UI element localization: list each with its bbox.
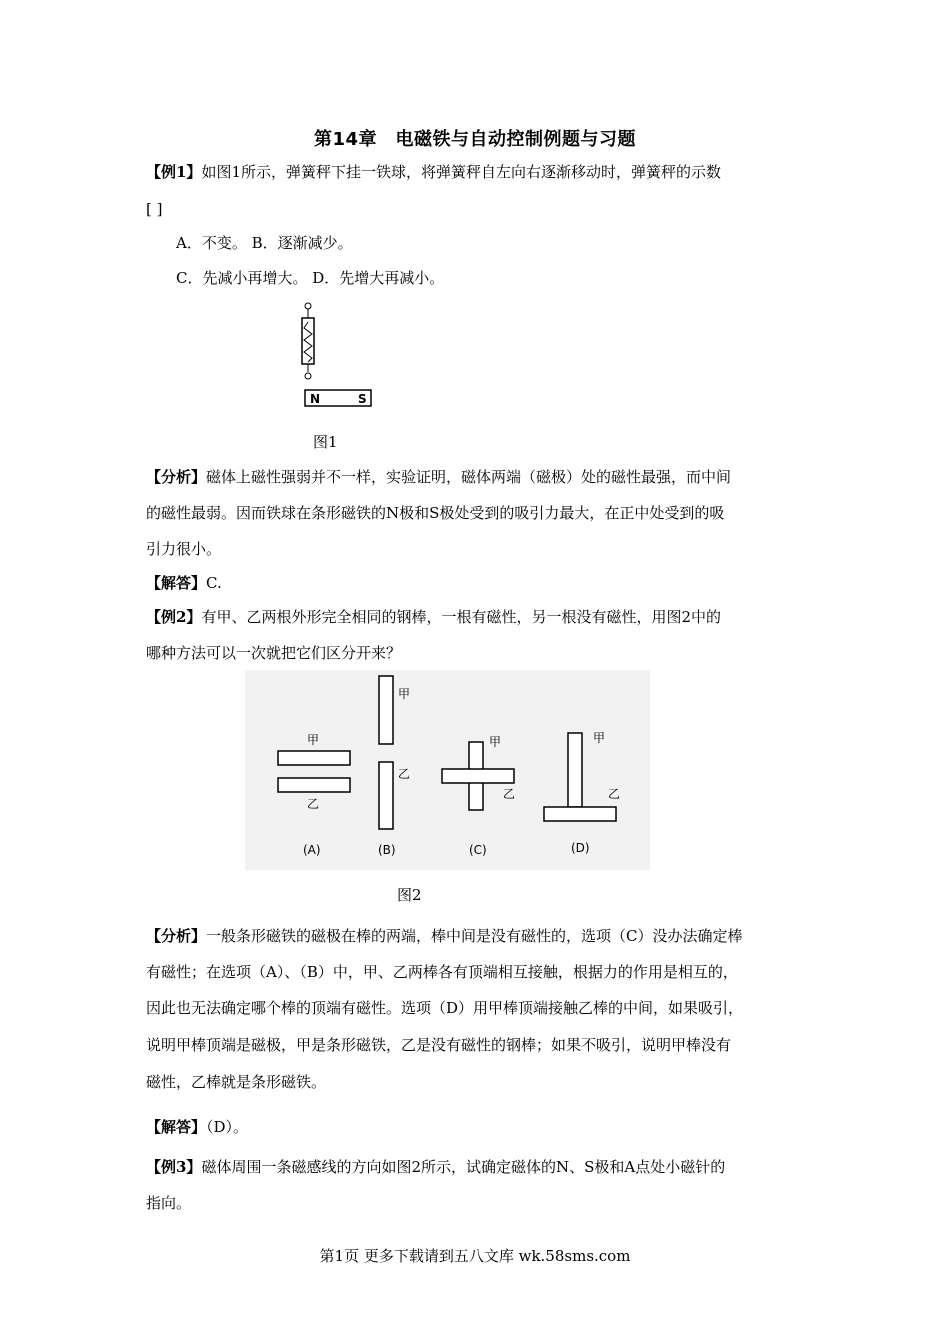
magnet-n-label: N	[310, 392, 321, 406]
ex1-answer-bracket: [ ]	[146, 200, 163, 218]
spring-coil	[304, 322, 312, 362]
ex2-answer-line	[146, 1117, 248, 1137]
fig-b-bar-yi	[379, 762, 393, 829]
page-footer: 第1页 更多下载请到五八文库 wk.58sms.com	[319, 1247, 631, 1265]
figure-2-bar-arrangements	[245, 670, 650, 870]
ex1-options-ab: A．不变。 B．逐渐减少。	[176, 234, 353, 252]
ex2-analysis-line1	[146, 926, 743, 946]
ex2-analysis-line4: 说明甲棒顶端是磁极，甲是条形磁铁，乙是没有磁性的钢棒；如果不吸引，说明甲棒没有	[146, 1036, 732, 1054]
fig-c-label: (C)	[469, 843, 487, 857]
fig-a-bar-jia	[278, 751, 350, 765]
fig-c-jia-label: 甲	[489, 735, 502, 749]
fig-b-yi-label: 乙	[398, 767, 411, 781]
ex1-answer-label: 【解答】	[146, 574, 207, 592]
fig-a-label: (A)	[303, 843, 321, 857]
fig-d-bar-yi	[544, 807, 616, 821]
ex1-answer-text: C.	[206, 574, 222, 592]
fig-b-label: (B)	[378, 843, 396, 857]
ex3-question-line2: 指向。	[146, 1194, 192, 1212]
ex1-analysis-line2: 的磁性最弱。因而铁球在条形磁铁的N极和S极处受到的吸引力最大，在正中处受到的吸	[146, 504, 725, 522]
iron-ball	[305, 373, 311, 379]
ex1-question-text: 如图1所示，弹簧秤下挂一铁球，将弹簧秤自左向右逐渐移动时，弹簧秤的示数	[201, 163, 721, 181]
ex2-question-text1: 有甲、乙两根外形完全相同的钢棒，一根有磁性，另一根没有磁性，用图2中的	[201, 608, 721, 626]
ex2-analysis-line3: 因此也无法确定哪个棒的顶端有磁性。选项（D）用甲棒顶端接触乙棒的中间，如果吸引，	[146, 999, 744, 1017]
ex2-analysis-label: 【分析】	[146, 927, 207, 945]
fig-a-jia-label: 甲	[307, 733, 320, 747]
figure-1-spring-scale-magnet	[290, 298, 390, 418]
figure-2-caption: 图2	[397, 886, 422, 904]
ex1-label: 【例1】	[146, 163, 202, 181]
ex2-analysis-line5: 磁性，乙棒就是条形磁铁。	[146, 1073, 327, 1091]
page-title: 第14章 电磁铁与自动控制例题与习题	[313, 129, 637, 150]
spring-scale-body	[302, 318, 314, 364]
ex1-analysis-line1	[146, 467, 731, 487]
ex1-options-cd: C．先减小再增大。 D．先增大再减小。	[176, 269, 445, 287]
ex1-question-line1	[146, 162, 721, 182]
ex3-question-text1: 磁体周围一条磁感线的方向如图2所示，试确定磁体的N、S极和A点处小磁针的	[201, 1158, 726, 1176]
fig-a-bar-yi	[278, 778, 350, 792]
ex3-label: 【例3】	[146, 1158, 202, 1176]
fig-d-label: (D)	[571, 841, 590, 855]
fig-d-yi-label: 乙	[608, 787, 621, 801]
figure-1-caption: 图1	[313, 433, 338, 451]
fig-a-yi-label: 乙	[307, 797, 320, 811]
magnet-s-label: S	[358, 392, 367, 406]
ex2-question-line1	[146, 607, 721, 627]
ex1-analysis-line3: 引力很小。	[146, 540, 222, 558]
ex2-question-line2: 哪种方法可以一次就把它们区分开来？	[146, 644, 402, 662]
ex2-answer-label: 【解答】	[146, 1118, 207, 1136]
fig-b-bar-jia	[379, 676, 393, 744]
ex2-answer-text: （D）。	[206, 1118, 249, 1136]
ex1-analysis-text1: 磁体上磁性强弱并不一样，实验证明，磁体两端（磁极）处的磁性最强，而中间	[206, 468, 732, 486]
fig-c-yi-label: 乙	[503, 787, 516, 801]
ex2-label: 【例2】	[146, 608, 202, 626]
ex1-analysis-label: 【分析】	[146, 468, 207, 486]
spring-top-ring	[305, 303, 311, 309]
ex2-analysis-line2: 有磁性；在选项（A）、（B）中，甲、乙两棒各有顶端相互接触，根据力的作用是相互的，	[146, 963, 738, 981]
fig-d-bar-jia	[568, 733, 582, 807]
fig-d-jia-label: 甲	[593, 731, 606, 745]
ex2-analysis-text1: 一般条形磁铁的磁极在棒的两端，棒中间是没有磁性的，选项（C）没办法确定棒	[206, 927, 743, 945]
ex3-question-line1	[146, 1157, 725, 1177]
ex1-answer-line	[146, 573, 222, 593]
fig-b-jia-label: 甲	[398, 687, 411, 701]
